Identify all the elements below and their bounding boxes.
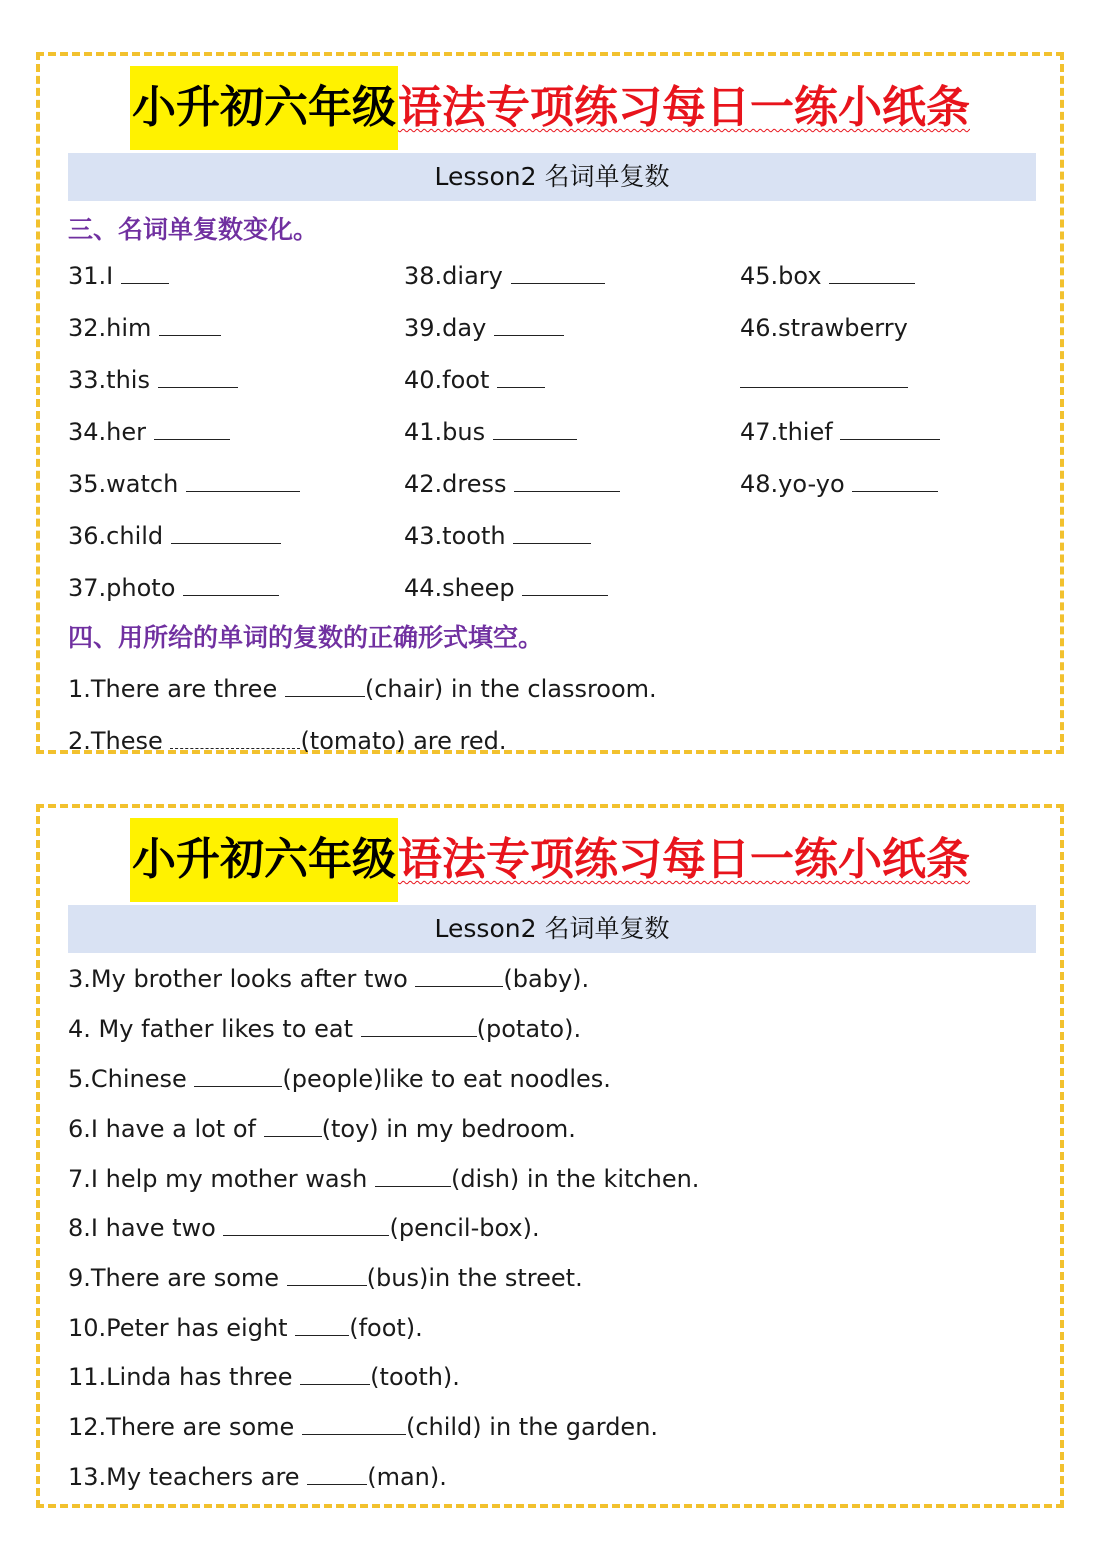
fill-in-sentence: 11.Linda has three (tooth).	[68, 1363, 460, 1391]
section-4-heading: 四、用所给的单词的复数的正确形式填空。	[68, 623, 544, 652]
answer-blank[interactable]	[514, 469, 620, 492]
answer-blank[interactable]	[183, 573, 279, 596]
exercise-item: 33.this	[68, 365, 238, 395]
exercise-item: 39.day	[404, 313, 564, 343]
answer-blank[interactable]	[285, 674, 365, 697]
worksheet-card-2	[36, 804, 1064, 1508]
answer-blank[interactable]	[852, 469, 938, 492]
fill-in-sentence: 3.My brother looks after two (baby).	[68, 965, 590, 993]
answer-blank[interactable]	[511, 261, 605, 284]
fill-in-sentence: 9.There are some (bus)in the street.	[68, 1264, 583, 1292]
answer-blank[interactable]	[840, 417, 940, 440]
exercise-item: 46.strawberry	[740, 314, 908, 342]
exercise-item: 41.bus	[404, 417, 577, 447]
answer-blank[interactable]	[186, 469, 300, 492]
worksheet-title	[40, 818, 1060, 902]
answer-blank[interactable]	[158, 365, 238, 388]
fill-in-sentence: 4. My father likes to eat (potato).	[68, 1015, 582, 1043]
exercise-item: 37.photo	[68, 573, 279, 603]
answer-blank[interactable]	[300, 1362, 370, 1385]
answer-blank[interactable]	[375, 1164, 451, 1187]
exercise-item: 47.thief	[740, 417, 940, 447]
fill-in-sentence: 5.Chinese (people)like to eat noodles.	[68, 1065, 611, 1093]
answer-blank[interactable]	[302, 1412, 406, 1435]
worksheet-card-1	[36, 52, 1064, 754]
fill-in-sentence: 12.There are some (child) in the garden.	[68, 1413, 659, 1441]
answer-blank[interactable]	[497, 365, 545, 388]
exercise-item: 31.I	[68, 261, 169, 291]
section-3-heading: 三、名词单复数变化。	[68, 215, 319, 244]
fill-in-sentence: 1.There are three (chair) in the classroom.	[68, 675, 657, 703]
answer-blank[interactable]	[415, 964, 503, 987]
title-highlight: 小升初六年级	[130, 818, 398, 902]
exercise-item: 44.sheep	[404, 573, 608, 603]
fill-in-sentence: 7.I help my mother wash (dish) in the kitchen.	[68, 1165, 700, 1193]
fill-in-sentence: 6.I have a lot of (toy) in my bedroom.	[68, 1115, 576, 1143]
answer-blank[interactable]	[829, 261, 915, 284]
answer-blank[interactable]	[513, 521, 591, 544]
title-highlight: 小升初六年级	[130, 66, 398, 150]
answer-blank[interactable]	[264, 1114, 322, 1137]
answer-blank[interactable]	[171, 521, 281, 544]
lesson-header: Lesson2 名词单复数	[68, 905, 1036, 953]
exercise-item: 38.diary	[404, 261, 605, 291]
answer-blank[interactable]	[154, 417, 230, 440]
answer-blank[interactable]	[522, 573, 608, 596]
exercise-item: 36.child	[68, 521, 281, 551]
answer-blank[interactable]	[494, 313, 564, 336]
exercise-item: 34.her	[68, 417, 230, 447]
exercise-item: 35.watch	[68, 469, 300, 499]
exercise-item: 43.tooth	[404, 521, 591, 551]
answer-blank[interactable]	[159, 313, 221, 336]
fill-in-sentence: 10.Peter has eight (foot).	[68, 1314, 423, 1342]
answer-blank[interactable]	[121, 261, 169, 284]
title-main: 语法专项练习每日一练小纸条	[398, 834, 970, 885]
fill-in-sentence: 2.These (tomato) are red.	[68, 727, 507, 755]
exercise-item	[740, 365, 908, 395]
exercise-item: 32.him	[68, 313, 221, 343]
exercise-item: 48.yo-yo	[740, 469, 938, 499]
answer-blank[interactable]	[740, 365, 908, 388]
answer-blank[interactable]	[307, 1462, 367, 1485]
exercise-item: 45.box	[740, 261, 915, 291]
answer-blank[interactable]	[287, 1263, 367, 1286]
answer-blank[interactable]	[493, 417, 577, 440]
lesson-header: Lesson2 名词单复数	[68, 153, 1036, 201]
exercise-item: 42.dress	[404, 469, 620, 499]
answer-blank[interactable]	[223, 1213, 389, 1236]
fill-in-sentence: 8.I have two (pencil-box).	[68, 1214, 540, 1242]
exercise-item: 40.foot	[404, 365, 545, 395]
answer-blank[interactable]	[295, 1313, 349, 1336]
answer-blank[interactable]	[361, 1014, 477, 1037]
worksheet-title	[40, 66, 1060, 150]
answer-blank[interactable]	[170, 726, 300, 749]
answer-blank[interactable]	[194, 1064, 282, 1087]
title-main: 语法专项练习每日一练小纸条	[398, 82, 970, 133]
fill-in-sentence: 13.My teachers are (man).	[68, 1463, 447, 1491]
